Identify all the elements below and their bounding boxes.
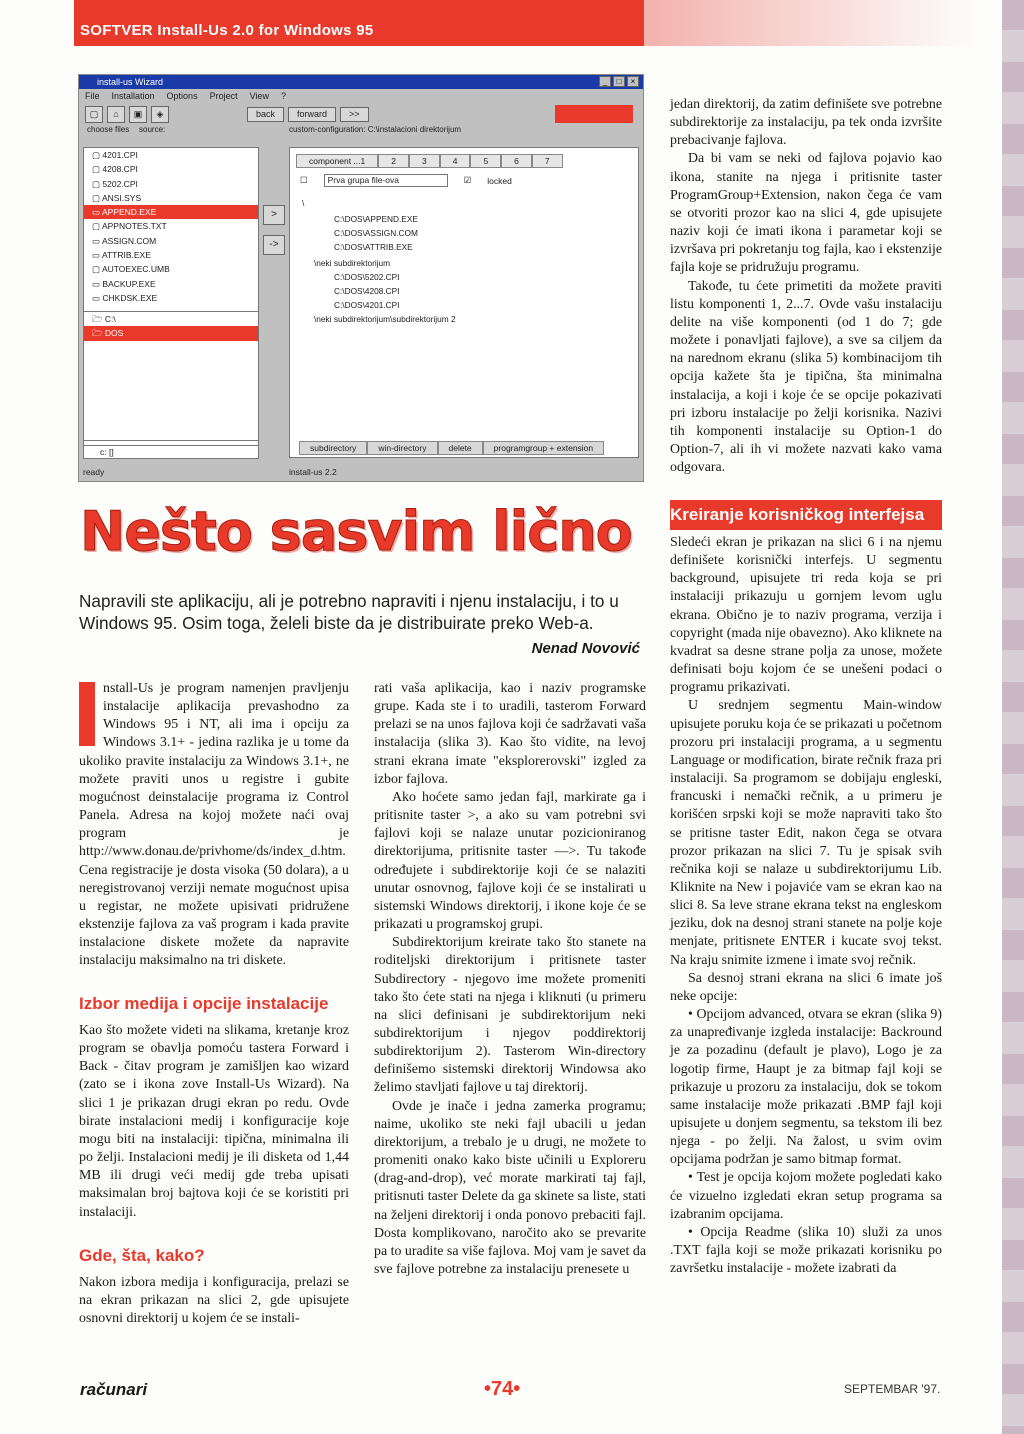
window-menubar xyxy=(79,89,643,103)
file-row: ▢ ANSI.SYS xyxy=(92,192,142,203)
configuration-pane xyxy=(289,147,639,458)
status-right: install-us 2.2 xyxy=(289,467,337,477)
paragraph: rati vaša aplikacija, kao i naziv programske grupe. Kada ste i to uradili, tasterom Forward prelazi se na unos fajlova koji će sadržavati vaša instalacija (slika 3). Kao što vidite, na levoj strani ekrana imate "eksplorerovski" izgled za izbor fajlova. xyxy=(374,681,646,787)
installus-window-figure xyxy=(78,74,644,482)
file-row: ▭ ASSIGN.COM xyxy=(92,235,157,246)
article-lead: Napravili ste aplikaciju, ali je potrebno napraviti i njenu instalaciju, i to u Windows 95. Osim toga, želeli biste da je distribuirate preko Web-a. xyxy=(79,591,619,633)
menu-project: Project xyxy=(209,91,238,101)
tree-root: \ xyxy=(302,198,305,208)
tree-item: C:\DOS\ATTRIB.EXE xyxy=(334,242,413,252)
paragraph: nstall-Us je program namenjen pravljenju instalacije aplikacija prevashodno za Windows 95 i NT, ali ima i opciju za Windows 3.1+ - jedina razlika je u tome da ukoliko pravite instalaciju za Windows 3.1+, ne možete praviti unos u registre i gubite mogućnost deinstalacije programa iz Control Panela. Adresa na kojoj možete naći ovaj program je http://www.donau.de/privhome/ds/index_d.htm. Cena registracije je dosta visoka (50 dolara), a u neregistrovanoj verziji nemate mogućnost upisa u registar, ne možete upisivati pridružene ekstenzije fajlova za vaš program i kada pravite instalacione diskete možete da napravite instalaciju maksimalno na tri diskete. xyxy=(79,681,349,969)
window-title: install-us Wizard xyxy=(97,77,164,87)
window-controls xyxy=(599,76,639,87)
open-folder-icon: ⌂ xyxy=(107,106,125,123)
column-1-part-2 xyxy=(79,1022,349,1222)
column-2 xyxy=(374,680,646,1279)
paragraph: Da bi vam se neki od fajlova pojavio kao ikona, stanite na njega i pritisnite taster ProgramGroup+Extension, nakon čega će vam se otvoriti prozor kao na slici 4, gde upisujete naziv koji će imati ikona i parametar koji se izvršava pri pokretanju tog fajla, kao i ekstenzije fajla koje se pridružuju programu. xyxy=(670,151,942,276)
toolbar-logo xyxy=(555,105,633,123)
wizard-icon: ◈ xyxy=(151,106,169,123)
dir-row: 🗁 C:\ xyxy=(92,314,116,324)
file-row: ▢ 5202.CPI xyxy=(92,178,138,189)
tab-component-5: 5 xyxy=(470,154,501,168)
tree-item: C:\DOS\4208.CPI xyxy=(334,286,400,296)
tree-item: C:\DOS\4201.CPI xyxy=(334,300,400,310)
paragraph: • Test je opcija kojom možete pogledati kako će vizuelno izgledati ekran setup programa sa izabranim opcijama. xyxy=(670,1170,942,1222)
menu-help: ? xyxy=(280,91,286,101)
back-button: back xyxy=(247,107,284,122)
column-headers xyxy=(79,125,643,135)
file-row-selected: ▭ APPEND.EXE xyxy=(84,205,258,219)
paragraph: • Opcija Readme (slika 10) služi za unos .TXT fajla koji se može prikazati korisniku po završetku instalacije - možete izabrati da xyxy=(670,1224,942,1277)
menu-options: Options xyxy=(166,91,198,101)
paragraph: Sledeći ekran je prikazan na slici 6 i na njemu definišete korisnički interfejs. U segmentu background, upisujete tri reda koja se pri instalaciji prikazuju u gornjem levom uglu ekrana. Obično je to naziv programa, verzija i copyright (mada nije obavezno). Ako kliknete na kvadrat sa desne strane polja za unose, možete definisati boju kojom će se unešeni podaci o programu prikazivati. xyxy=(670,535,942,696)
tab-component-1: component ...1 xyxy=(296,154,378,168)
window-toolbar xyxy=(79,103,643,125)
paragraph: jedan direktorij, da zatim definišete sve potrebne subdirektorije za instalaciju, pa tek onda izvršite prebacivanje fajlova. xyxy=(670,97,942,149)
subheading: Gde, šta, kako? xyxy=(79,1246,205,1265)
subheading-bar xyxy=(670,500,942,530)
paragraph: Nakon izbora medija i konfiguracija, prelazi se na ekran prikazan na slici 2, gde upisujete osnovni direktorij u kojem će se instali- xyxy=(79,1275,349,1327)
group-checkbox-icon: ☐ xyxy=(300,175,308,185)
page-edge-strip xyxy=(1002,0,1024,1434)
group-row xyxy=(300,174,512,187)
locked-checkbox-icon: ☑ xyxy=(463,175,472,185)
file-row: ▢ AUTOEXEC.UMB xyxy=(92,264,170,275)
forward-button: forward xyxy=(288,107,336,122)
locked-label: locked xyxy=(487,175,512,186)
file-row: ▢ 4201.CPI xyxy=(92,150,138,160)
bottom-buttons xyxy=(299,441,604,455)
column-3-part-2 xyxy=(670,534,942,1278)
file-row: ▢ 4208.CPI xyxy=(92,164,138,175)
tab-component-3: 3 xyxy=(409,154,440,168)
tab-component-7: 7 xyxy=(532,154,563,168)
maximize-icon: □ xyxy=(613,76,625,87)
programgroup-button: programgroup + extension xyxy=(483,441,604,455)
file-row: ▭ CHKDSK.EXE xyxy=(92,292,158,303)
paragraph: Ovde je inače i jedna zamerka programu; naime, ukoliko ste neki fajl ubacili u jedan direktorijum, a trebalo je u drugi, ne možete to promeniti onako kako biste učinili u Exploreru (drag-and-drop), već morate markirati taj fajl, pritisnuti taster Delete da ga skinete sa liste, stati na željeni direktorij i onda ponovo prebaciti fajl. Dosta komplikovano, naročito ako se prevarite pa to uradite sa više fajlova. Moj vam je savet da sve fajlove potrebne za instalaciju prenesete u xyxy=(374,1098,646,1277)
source-label: source: xyxy=(139,125,166,134)
magazine-name: računari xyxy=(80,1380,148,1399)
delete-button: delete xyxy=(438,441,483,455)
drive-select: c: [] xyxy=(83,445,259,459)
paragraph: Kao što možete videti na slikama, kretanje kroz program se obavlja pomoću tastera Forward i Back - čitav program je zamišljen kao wizard (zato se i ikona zove Install-Us Wizard). Na slici 1 je prikazan drugi ekran po redu. Ovde birate instalacioni medij i konfiguracije koje mogu biti na instalaciji: tipična, minimalna ili po želji. Instalacioni medij je ili disketa od 1,44 MB ili drugi veći medij gde treba upisati maksimalan broj bajtova koji će se koristiti pri instalaciji. xyxy=(79,1023,349,1220)
window-titlebar xyxy=(79,75,643,89)
file-row: ▭ ATTRIB.EXE xyxy=(92,250,151,261)
column-1-part-3 xyxy=(79,1274,349,1328)
group-name-field: Prva grupa file-ova xyxy=(324,174,448,187)
column-1 xyxy=(79,680,349,971)
paragraph: U srednjem segmentu Main-window upisujete poruku koja će se prikazati u početnom prozoru pri instalaciji programa, a u segmentu Language or modification, birate rečnik fraza pri instalaciji. Sa programom se dobijaju engleski, francuski i nemački rečnik, a u primeru je korišćen srpski koji se može napraviti tako što se pritisne taster Edit, nakon čega se otvara prozor prikazan na slici 7. Tu je spisak svih rečnika koji se nalaze u subdirektorijumu Lib. Kliknite na New i pojaviće vam se ekran kao na slici 8. Sa leve strane ekrana tekst na engleskom jeziku, dok na desnoj strani stanete na polje koje menjate, pritisnete ENTER i kucate svoj tekst. Na kraju snimite izmene i imate svoj rečnik. xyxy=(670,698,942,968)
component-tabs xyxy=(296,154,563,168)
paragraph: Takođe, tu ćete primetiti da možete praviti listu komponenti 1, 2...7. Ovde vašu instalaciju delite na više komponenti (od 1 do 7; gde možete i ponavljati fajlove), a sve sa ciljem da na narednom ekranu (slika 5) kombinacijom tih opcija kažete šta je tipična, šta minimalna instalacija, a koji i koje će se opcije pokazivati pri izboru instalacije po želji korisnika. Nazivi tih komponenti instalacije su Option-1 do Option-7, ali ih vi možete nazvati kako vama odgovara. xyxy=(670,278,942,476)
move-all-button: -> xyxy=(263,235,285,255)
paragraph: Subdirektorijum kreirate tako što stanete na roditeljski direktorijum i pritisnete taster Subdirectory - njegovo ime možete promeniti tako što ćete stati na njega i kliknuti (u primeru na slici definisani je subdirektorijum neki subdirektorijum i njegov poddirektorij subdirektorijum 2). Tasterom Win-directory definišemo sistemski direktorij Windowsa ako želimo stavljati fajlove u taj direktorij. xyxy=(374,935,646,1096)
tree-item: C:\DOS\ASSIGN.COM xyxy=(334,228,418,238)
file-row: ▭ BACKUP.EXE xyxy=(92,278,156,289)
save-icon: ▣ xyxy=(129,106,147,123)
tab-component-4: 4 xyxy=(440,154,471,168)
status-left: ready xyxy=(83,467,105,477)
new-file-icon: ▢ xyxy=(85,106,103,123)
config-label: custom-configuration: C:\instalacioni direktorijum xyxy=(289,125,462,134)
paragraph: • Opcijom advanced, otvara se ekran (slika 9) za unapređivanje izgleda instalacije: Backround je za pozadinu (default je plavo), Logo je za logotip firme, Haupt je za bitmap fajl koji se prikazuje u prozoru za instalaciju, dok se tokom same instalacije može prikazati .BMP fajl koji upisujete u donjem segmentu, sa tekstom ili bez njega - po želji. Na žalost, u svim ovim opcijama podržan je samo bitmap format. xyxy=(670,1007,942,1168)
subdirectory-button: subdirectory xyxy=(299,441,367,455)
header-fade xyxy=(644,0,974,46)
choose-files-label: choose files xyxy=(87,125,130,134)
more-button: >> xyxy=(340,107,369,122)
tree-item: C:\DOS\APPEND.EXE xyxy=(334,214,418,224)
menu-file: File xyxy=(85,91,100,101)
page-number: •74• xyxy=(484,1378,521,1400)
win-directory-button: win-directory xyxy=(367,441,437,455)
menu-view: View xyxy=(249,91,269,101)
close-icon: × xyxy=(627,76,639,87)
section-title: SOFTVER Install-Us 2.0 for Windows 95 xyxy=(80,22,374,39)
column-3 xyxy=(670,96,942,477)
tree-item: C:\DOS\5202.CPI xyxy=(334,272,400,282)
dir-row-selected: 🗁 DOS xyxy=(84,326,258,340)
menu-installation: Installation xyxy=(111,91,155,101)
paragraph: Ako hoćete samo jedan fajl, markirate ga i pritisnite taster >, a ako su vam potrebni svi fajlovi koji se nalaze unutar pozicioniranog direktorijuma, pritisnite taster —>. Tu takođe određujete i subdirektorije koji će se nalaziti unutar osnovnog, fajlove koji će se instalirati u sistemski Windows direktorij, i ikone koje će se prikazati u programskoj grupi. xyxy=(374,789,646,933)
issue-date: SEPTEMBAR '97. xyxy=(844,1382,941,1396)
tree-subdir: \neki subdirektorijum xyxy=(314,258,391,268)
article-headline: Nešto sasvim lično xyxy=(80,500,632,563)
move-file-button: > xyxy=(263,205,285,225)
dropcap xyxy=(79,682,95,746)
tree-subdir: \neki subdirektorijum\subdirektorijum 2 xyxy=(314,314,456,324)
article-author: Nenad Novović xyxy=(531,640,640,657)
directory-pane xyxy=(83,311,259,441)
paragraph: Sa desnoj strani ekrana na slici 6 imate još neke opcije: xyxy=(670,970,942,1004)
file-row: ▢ APPNOTES.TXT xyxy=(92,221,167,232)
subheading: Kreiranje korisničkog interfejsa xyxy=(670,505,925,524)
tab-component-2: 2 xyxy=(378,154,409,168)
tab-component-6: 6 xyxy=(501,154,532,168)
minimize-icon: _ xyxy=(599,76,611,87)
subheading: Izbor medija i opcije instalacije xyxy=(79,994,329,1013)
